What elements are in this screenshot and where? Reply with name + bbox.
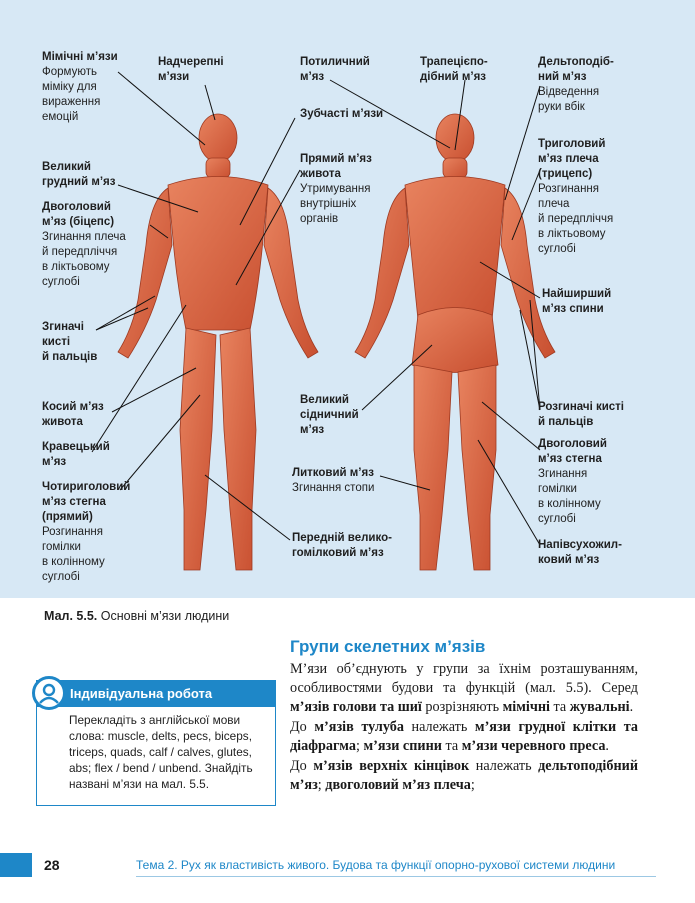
footer-accent-bar <box>0 853 32 877</box>
label-flexors: Згиначі кисті й пальців <box>42 321 98 363</box>
label-gastrocnemius: Литковий м’яз Згинання стопи <box>292 467 375 494</box>
caption-text: Основні м’язи людини <box>100 609 230 623</box>
front-body <box>118 114 318 570</box>
paragraph-1: М’язи об’єднують у групи за їхнім розташуванням, особливостями будови та функцій (мал. 5.5). Серед м’язів голови та шиї розрізняють мімічні та жувальні. <box>290 661 638 715</box>
label-extensors: Розгиначі кисті й пальців <box>538 401 625 428</box>
person-icon <box>32 676 66 710</box>
footer-topic: Тема 2. Рух як властивість живого. Будова та функції опорно-рухової системи людини <box>136 858 616 872</box>
label-tibialis-anterior: Передній велико- гомілковий м’яз <box>292 532 392 559</box>
body-text <box>290 660 638 795</box>
caption-number: Мал. 5.5. <box>44 609 98 623</box>
label-serratus: Зубчасті м’язи <box>300 108 384 120</box>
label-deltoid: Дельтоподіб- ний м’яз Відведення руки вбік <box>538 56 614 113</box>
label-mimic-muscles: Мімічні м’язи Формують міміку для вираження емоцій <box>42 51 118 123</box>
label-biceps: Двоголовий м’яз (біцепс) Згинання плеча й передпліччя в ліктьовому суглобі <box>42 201 126 288</box>
footer-divider <box>136 876 656 877</box>
individual-work-header: Індивідуальна робота <box>36 680 276 707</box>
label-quadriceps: Чотириголовий м’яз стегна (прямий) Розгинання гомілки в колінному суглобі <box>42 481 131 583</box>
label-pectoralis-major: Великий грудний м’яз <box>42 161 116 188</box>
label-rectus-abdominis: Прямий м’яз живота Утримування внутрішніх органів <box>300 153 372 225</box>
individual-work-text: Перекладіть з англійської мови слова: muscle, delts, pecs, biceps, triceps, quads, calf / calves, glutes, abs; flex / bend / unbend. Знайдіть названі м’язи на мал. 5.5. <box>36 707 276 806</box>
label-semitendinosus: Напівсухожил- ковий м’яз <box>538 539 622 566</box>
label-gluteus-maximus: Великий сідничний м’яз <box>300 394 359 436</box>
individual-work-box <box>36 676 276 806</box>
label-latissimus: Найширший м’яз спини <box>542 288 612 315</box>
label-biceps-femoris: Двоголовий м’яз стегна Згинання гомілки в колінному суглобі <box>538 438 607 525</box>
paragraph-2: До м’язів тулуба належать м’язи грудної клітки та діафрагма; м’язи спини та м’язи черевного преса. <box>290 719 638 754</box>
label-triceps: Триголовий м’яз плеча (трицепс) Розгинання плеча й передпліччя в ліктьовому суглобі <box>538 138 614 255</box>
paragraph-3: До м’язів верхніх кінцівок належать дельтоподібний м’яз; двоголовий м’яз плеча; <box>290 758 638 793</box>
back-body <box>355 114 555 570</box>
section-title: Групи скелетних м’язів <box>290 637 486 656</box>
label-sartorius: Кравецький м’яз <box>42 441 110 468</box>
page-number: 28 <box>44 857 60 873</box>
label-trapezius: Трапецієпо- дібний м’яз <box>420 56 488 83</box>
label-occipital: Потиличний м’яз <box>300 56 370 83</box>
label-epicranial: Надчерепні м’язи <box>158 56 224 83</box>
label-oblique: Косий м’яз живота <box>42 401 104 428</box>
figure-caption <box>44 609 229 623</box>
